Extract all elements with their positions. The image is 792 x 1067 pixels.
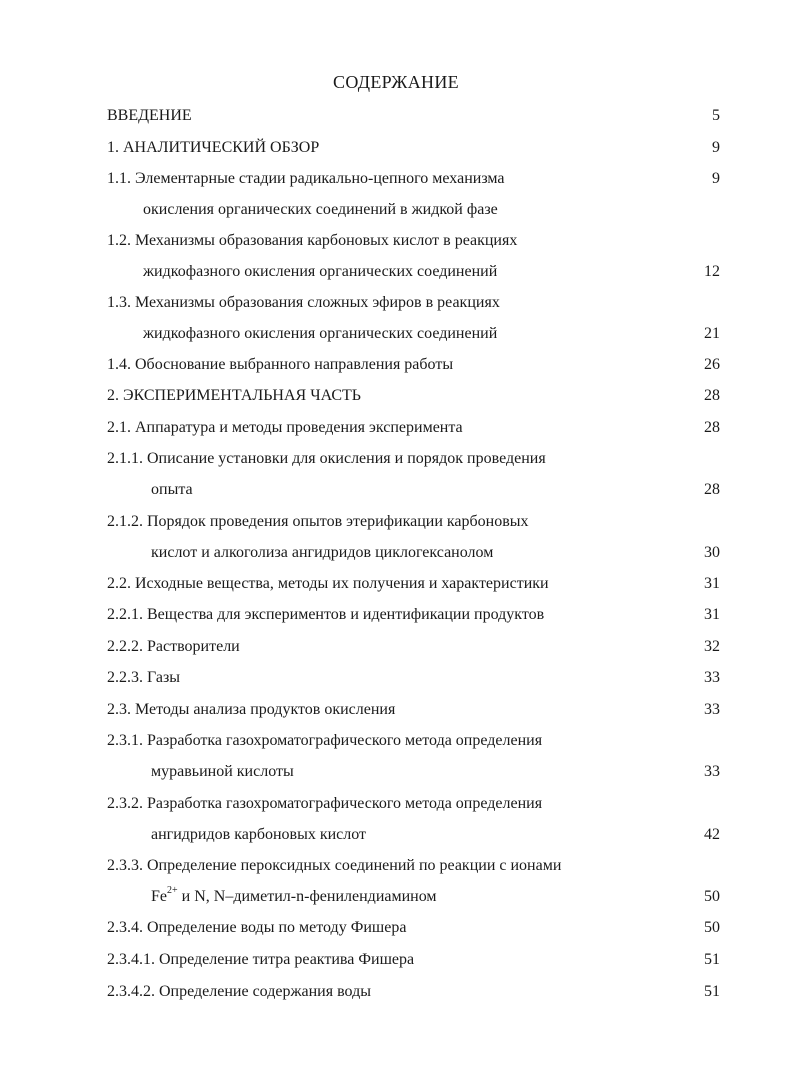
toc-entry-title-continued: жидкофазного окисления органических соединений (143, 325, 498, 342)
page-title: СОДЕРЖАНИЕ (333, 72, 459, 92)
toc-entry-title-continued: окисления органических соединений в жидкой фазе (143, 201, 498, 218)
toc-entry-title: 2.3.4.1. Определение титра реактива Фишера (107, 951, 415, 968)
toc-entry-title-continued (151, 884, 437, 907)
toc-entry-title-continued: ангидридов карбоновых кислот (151, 826, 367, 843)
toc-entry-title: 2.3.2. Разработка газохроматографического метода определения (107, 795, 543, 812)
toc-entry-title-continued: жидкофазного окисления органических соединений (143, 263, 498, 280)
toc-entry-title: 2.3.4. Определение воды по методу Фишера (107, 919, 407, 936)
toc-page-number: 51 (704, 983, 720, 1000)
toc-entry-title: 2.3.4.2. Определение содержания воды (107, 983, 371, 1000)
toc-entry-title: 2.2.2. Растворители (107, 638, 240, 655)
toc-entry-title: 2. ЭКСПЕРИМЕНТАЛЬНАЯ ЧАСТЬ (107, 387, 361, 404)
toc-page-number: 31 (704, 606, 720, 623)
toc-entry-title: 2.2. Исходные вещества, методы их получения и характеристики (107, 575, 549, 592)
toc-entry-title-tail: и N, N–диметил-n-фенилендиамином (177, 888, 437, 905)
toc-entry-title: 2.3.3. Определение пероксидных соединений по реакции с ионами (107, 857, 562, 874)
toc-entry-title: 1.1. Элементарные стадии радикально-цепного механизма (107, 170, 505, 187)
toc-entry-title: 2.1. Аппаратура и методы проведения эксперимента (107, 419, 463, 436)
toc-page-number: 50 (704, 888, 720, 905)
toc-page-number: 5 (712, 107, 720, 124)
ion-symbol: Fe (151, 888, 167, 905)
toc-page-number: 33 (704, 763, 720, 780)
toc-page-number: 28 (704, 419, 720, 436)
ion-charge: 2+ (167, 884, 178, 896)
toc-entry-title: ВВЕДЕНИЕ (107, 107, 192, 124)
toc-entry-title: 2.2.3. Газы (107, 669, 181, 686)
toc-page-number: 33 (704, 701, 720, 718)
toc-page-number: 31 (704, 575, 720, 592)
toc-entry-title-continued: кислот и алкоголиза ангидридов циклогексанолом (151, 544, 494, 561)
toc-entry-title: 2.3. Методы анализа продуктов окисления (107, 701, 396, 718)
toc-entry-title-continued: муравьиной кислоты (151, 763, 294, 780)
toc-page-number: 42 (704, 826, 720, 843)
toc-page-number: 30 (704, 544, 720, 561)
toc-entry-title: 1.4. Обоснование выбранного направления работы (107, 356, 454, 373)
toc-entry-title: 1. АНАЛИТИЧЕСКИЙ ОБЗОР (107, 139, 320, 156)
toc-page-number: 9 (712, 170, 720, 187)
toc-entry-title: 2.3.1. Разработка газохроматографического метода определения (107, 732, 543, 749)
toc-page-number: 21 (704, 325, 720, 342)
toc-page-number: 33 (704, 669, 720, 686)
toc-entry-title: 2.1.1. Описание установки для окисления и порядок проведения (107, 450, 546, 467)
toc-page-number: 51 (704, 951, 720, 968)
toc-page-number: 12 (704, 263, 720, 280)
toc-page-number: 26 (704, 356, 720, 373)
toc-entry-title: 2.2.1. Вещества для экспериментов и идентификации продуктов (107, 606, 545, 623)
toc-entry-title-continued: опыта (151, 481, 193, 498)
toc-page-number: 28 (704, 481, 720, 498)
toc-entry-title: 1.3. Механизмы образования сложных эфиров в реакциях (107, 294, 500, 311)
toc-page-number: 32 (704, 638, 720, 655)
toc-entry-title: 2.1.2. Порядок проведения опытов этерификации карбоновых (107, 513, 529, 530)
toc-page-number: 9 (712, 139, 720, 156)
toc-page-number: 50 (704, 919, 720, 936)
toc-page-number: 28 (704, 387, 720, 404)
toc-entry-title: 1.2. Механизмы образования карбоновых кислот в реакциях (107, 232, 518, 249)
